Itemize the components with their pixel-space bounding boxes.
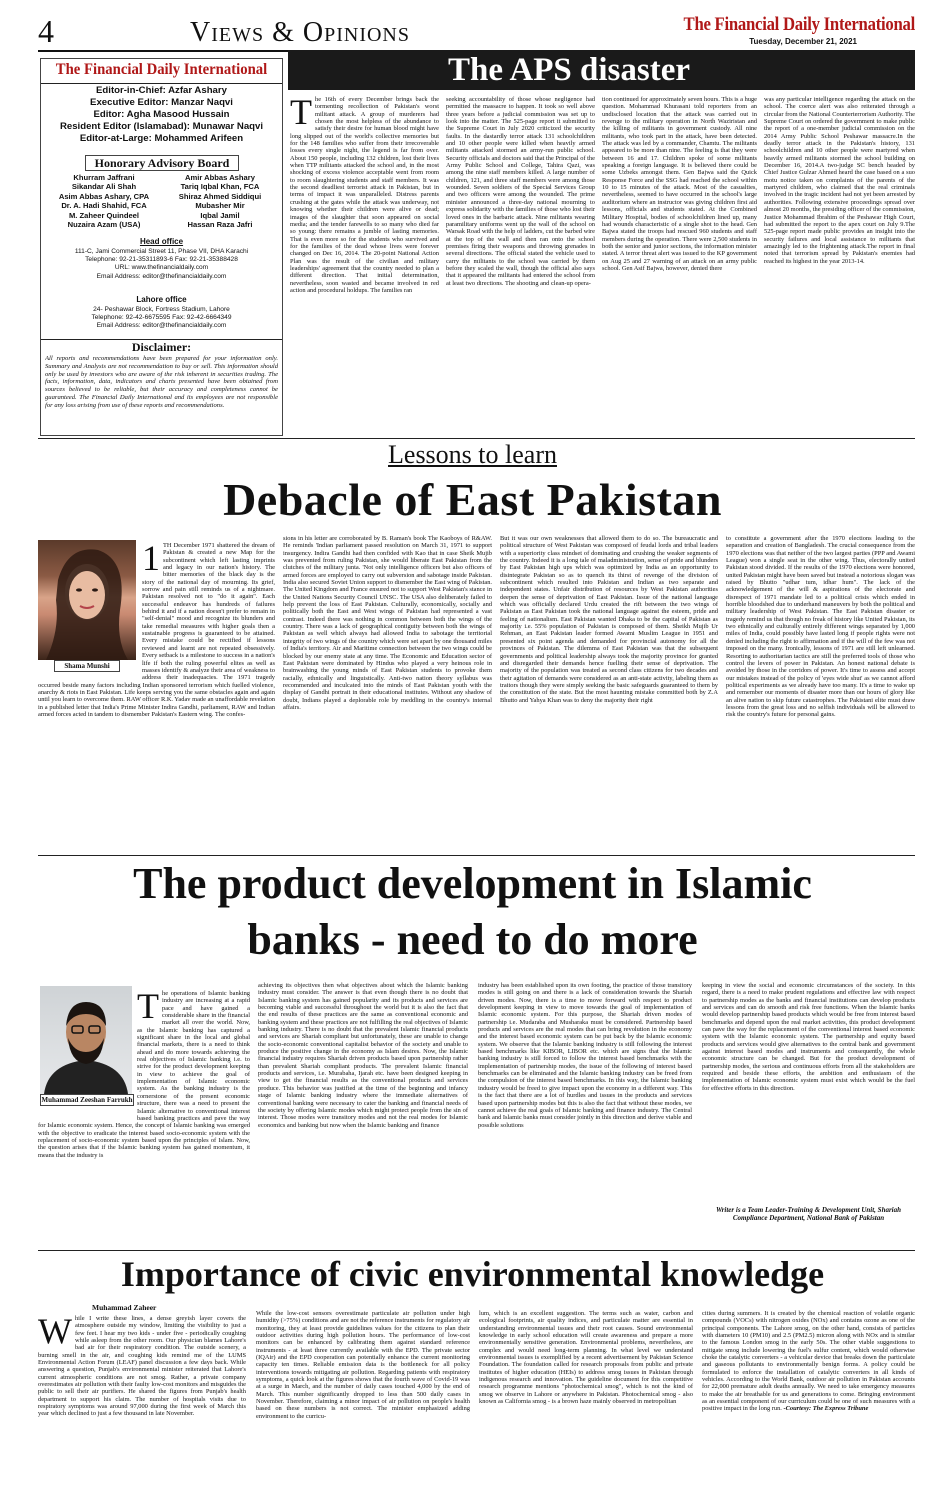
advisory-member: Mubasher Mir xyxy=(195,201,245,211)
editor-line: Resident Editor (Islamabad): Munawar Naqvi xyxy=(59,121,264,132)
masthead-paper-name: The Financial Daily International xyxy=(683,14,915,35)
islamic-banks-author: Muhammad Zeeshan Farrukh xyxy=(41,1096,133,1104)
editor-line: Editor: Agha Masood Hussain xyxy=(93,109,230,120)
aps-headline: The APS disaster xyxy=(288,50,915,90)
masthead-date: Tuesday, December 21, 2021 xyxy=(749,37,857,46)
advisory-member: Asim Abbas Ashary, CPA xyxy=(58,191,150,201)
east-pakistan-dropcap: 1 xyxy=(142,542,160,578)
lahore-office-address xyxy=(41,306,282,331)
advisory-member: Tariq Iqbal Khan, FCA xyxy=(180,182,260,192)
advisory-member: Hassan Raza Jafri xyxy=(187,220,253,230)
civic-column-1 xyxy=(38,1315,246,1510)
islamic-banks-column-2: achieving its objectives then what objectives about which the Islamic banking industry must consider. The answer is that even though there is no doubt that Islamic banking system has gained popularity and its products and services are becoming viable and successful throughout the world but it is also the fact that the end results of these practices are the same as conventional economic and banking system and these practices are not fulfilling the real objectives of Islamic banking industry. There is no doubt that the prevalent Islamic financial products and services are Shariah compliant but unfortunately, these are unable to change the socio-economic conventional capitalist behavior of the society and unable to produce the positive change in the economy as Islam desires. Now, the Islamic financial industry requires Shariah driven products based upon partnership rather than prevalent Shariah compliant products. The prevalent Islamic financial products and services, i.e. Murabaha, Ijarah etc. have been designed keeping in view to get the financial results as the conventional products and services produce. This behavior was justified at the time of the beginning and infancy stage of Islamic banking industry where the immediate alternatives of conventional banking were necessary to cater the banking and financial needs of the society by offering Islamic modes which might protect people from the sin of interest. Those modes were transitory modes and not the real modes for Islamic economics and banking but now when the Islamic banking and finance xyxy=(258,982,468,1129)
page-number: 4 xyxy=(38,13,54,49)
staff-paper-name: The Financial Daily International xyxy=(55,61,268,78)
address-line: Telephone: 92-42-6675595 Fax: 92-42-6664349 xyxy=(91,314,232,322)
editor-line: Editor-in-Chief: Azfar Ashary xyxy=(96,85,227,96)
address-line: URL: www.thefinancialdaily.com xyxy=(114,264,209,272)
east-pakistan-column-4: to constitute a government after the 1970 elections leading to the separation and creation of Bangladesh. The crucial consequence from the 1970 elections was that neither of the two largest parties (PPP and Awami League) won a single seat in the other wing. Thus, electorally united Pakistan stood divided. If the results of the 1970 elections were honored, united Pakistan might have been saved but instead a notorious slogan was raised by Bhutto "udhar tum, idhar hum". The lack of the acknowledgement of the will & aspirations of the electorate and disrespect of 1971 mandate led to a political crisis which ended in horrible bloodshed due to underhand maneuvers by both the political and military leadership of West Pakistan. The East Pakistan disaster or tragedy remind us that though no freak of history like United Pakistan, its two ethnically and culturally entirely different wings separated by 1,000 miles of India, could possibly have lasted long if people rights were not denied including the right to affirmation and if the will of the few was not imposed on the many. Ironically, lessons of 1971 are still left unlearned. Resorting to authoritarian tactics are still the preferred tools of those who control the levers of power in Pakistan. An honest national debate is avoided by those in the corridors of power. It's time to assess and accept our mistakes instead of the policy of 'eyes wide shut' as we cannot afford political experiments as we already have too many. It's a time to wake up and remember our moments of disaster more than our hours of glory like an alive nation to skip future catastrophes. The Pakistani elite must draw lessons from the great loss and no selfish individuals will be allowed to risk the country's future for personal gains. xyxy=(726,535,915,719)
islamic-banks-intro xyxy=(38,990,250,1244)
advisory-board-left xyxy=(45,173,163,229)
advisory-board-title: Honorary Advisory Board xyxy=(85,155,239,171)
aps-column-3: tion continued for approximately seven hours. This is a huge question. Mohammad Khurasani told reporters from an undisclosed location that the attack was carried out in revenge to the military operation in North Waziristan and the killing of militants in government custody. All nine militants, who took part in the attack, have been detected. The attack was led by a commander, Chamtu. The militants appeared to be more than nine. The feeling is that they were between 16 and 17. Children spoke of some militants speaking a foreign language. It is believed there could be some Uzbeks amongst them. Gen Bajwa said the Quick Response Force and the SSG had reached the school within 10 to 15 minutes of the attack. Most of the casualties, nevertheless, seemed to have occurred in the school's large auditorium where an instructor was giving children first aid lessons, officials and students stated. At the Combined Military Hospital, bodies of schoolchildren lined up, many had wounds characteristic of a single shot to the head. Gen Bajwa stated the troops had rescued 960 students and staff members during the operation. There were 2,500 students in both the senior and junior sections, the information minister stated. A terror threat alert was issued to the KP government on Aug 25 and 27 warning of an attack on an army public school. Gen Asif Bajwa, however, denied there xyxy=(602,96,757,272)
civic-dropcap: W xyxy=(38,1315,72,1351)
advisory-member: Iqbal Jamil xyxy=(200,210,240,220)
advisory-member: Dr. A. Hadi Shahid, FCA xyxy=(61,201,147,211)
east-pakistan-intro xyxy=(38,542,275,850)
civic-courtesy: -Courtesy: The Express Tribune xyxy=(783,1405,869,1413)
east-pakistan-headline: Debacle of East Pakistan xyxy=(223,474,722,525)
staff-box xyxy=(40,58,283,436)
head-office-title: Head office xyxy=(139,237,184,246)
civic-text-1: hile I write these lines, a dense greyish layer covers the atmosphere outside my window, limiting the visibility to just a few feet. I hear my two kids - under five - periodically coughing while asleep from the other room. Our physician blames Lahore's bad air for their respiratory condition. The outside scenery, a burning smell in the air, and coughing kids remind me of the LUMS Environmental Action Forum (LEAF) panel discussion a few days back. While answering a question, Punjab's environmental minister reiterated that Lahore's current atmospheric conditions are not smog. Rather, a private company overestimates air pollution with their faulty low-cost monitors and misguides the public to sell their air purifiers. He shared the figures from Punjab's health department to support his claim. The number of hospitals visits due to respiratory symptoms was around 97,000 during the first week of March this year which declined to just a few thousand in late November. xyxy=(38,1315,246,1418)
address-line: 111-C, Jami Commercial Street 11, Phase VII, DHA Karachi xyxy=(74,248,249,255)
address-line: Email Address: editor@thefinancialdaily.com xyxy=(96,272,227,280)
east-pakistan-intro-text: TH December 1971 shattered the dream of Pakistan & created a new Map for the subcontinent which left lasting imprints and legacy in our nation's history. The bitter memories of the black day is the story of the national day of mourning. Its grief, sorrow and pain still reminds us of a nightmare. Pakistan resolved not to "do it again". Each successful endeavor has hundreds of failures behind it and if a nation doesn't prefer to remain in "self-denial" mood and recognize its blunders and take remedial measures with higher goals then a sustainable progress is guaranteed to be attained. Every mistake could be rectified if lessons reviewed and learnt are not repeated obsessively. Every setback is a milestone to success in a nation's life if both the ruling powerful elites as well as masses identify & analyze their area of weakness to address their inadequacies. The 1971 tragedy occurred beside many factors including Indian sponsored terrorism which fuelled violence, anarchy & riots in East Pakistan. Life keeps serving you the same obstacles again and again until you learn to overcome them. RAW officer R.K. Yadav made an unaffordable revelation in a published letter that India's Prime Minister Indira Gandhi, parliament, RAW and Indian armed forces acted in tandem to dismember Pakistan's Eastern wing. The confes- xyxy=(38,542,275,718)
aps-column-2: seeking accountability of those whose negligence had permitted the massacre to happen. It took so well above three years before a judicial commission was set up to look into the matter. The 525-page report it submitted to the Supreme Court in July 2020 criticized the security faults. In the dastardly terror attack 131 schoolchildren and 10 other people were killed when heavily armed militants attacked stormed an army-run public school. Security officials and doctors said that the Principal of the Army Public School and College, Tahira Qazi, was among the nine staff members killed. A large number of children, 121, and three staff members were among those wounded. Seven soldiers of the Special Services Group and two officers were among the wounded. The prime minister announced a three-day national mourning to express solidarity with the families of those who lost their loved ones in the barbaric attack. Nine militants wearing paramilitary uniforms went up the wall of the school on Warsak Road with the help of ladders, cut the barbed wire at the top of the wall and then ran onto the school premises firing their weapons and throwing grenades in several directions. The official stated the vehicle used to carry the militants to the school was carried by them before they scaled the wall, though the official also says that it appeared the militants had entered the school from at least two directions. The shooting and clean-up opera- xyxy=(446,96,595,287)
civic-column-3: lum, which is an excellent suggestion. The terms such as water, carbon and ecological footprints, air quality indices, and particulate matter are essential in understanding environmental issues and their root causes. Sound environmental knowledge in early school education will create awareness and prepare a more environmentally sensitive generation. Environmental problems, nevertheless, are complex and would need long-term planning. In what level we understand environmental issues is exemplified by a recent advertisement by Pakistan Science Foundation. The foundation called for research proposals from public and private institutes of higher education (HEIs) to address smog issues in Pakistan through indigenous research and innovation. The guideline document for this competitive research programme mentions "photochemical smog", which is not the kind of smog we observe in Lahore or anywhere in Pakistan. Photochemical smog - also known as California smog - is a brown haze mainly observed in metropolitan xyxy=(479,1310,693,1406)
editors-list xyxy=(41,85,282,145)
lahore-office-title: Lahore office xyxy=(136,295,187,304)
islamic-banks-footnote: Writer is a Team Leader-Training & Development Unit, Shariah Compliance Department, National Bank of Pakistan xyxy=(715,1206,902,1223)
advisory-member: Sikandar Ali Shah xyxy=(71,182,137,192)
aps-dropcap: T xyxy=(290,96,312,132)
aps-column-1 xyxy=(290,96,439,434)
east-pakistan-author: Shama Munshi xyxy=(54,660,120,672)
address-line: Telephone: 92-21-35311893-6 Fax: 92-21-35388428 xyxy=(85,256,238,264)
east-pakistan-kicker: Lessons to learn xyxy=(388,440,557,469)
address-line: Email Address: editor@thefinancialdaily.com xyxy=(96,322,227,330)
islamic-banks-dropcap: T xyxy=(137,990,159,1026)
disclaimer-text: All reports and recommendations have been prepared for your information only. Summary and Analysis are not recommendation to buy or sell. This information should only be used by investors who are aware of the risk inherent in securities trading. The facts, information, data, indicators and charts presented have been obtained from sources believed to be reliable, but their accuracy and completeness cannot be guaranteed. The Financial Daily International and its employees are not responsible for any loss arising from use of these reports and recommendations. xyxy=(45,355,278,409)
disclaimer-title: Disclaimer: xyxy=(131,340,192,354)
civic-column-2: While the low-cost sensors overestimate particulate air pollution under high humidity (>75%) conditions and are not the reference instruments for regulatory air monitoring, they at least provide guidelines values for the citizens to plan their outdoor activities during high pollution hours. The performance of low-cost monitors can be enhanced by calibrating them against standard reference instruments - at least three currently available with the EPD. The private sector (IQAir) and the EPD cooperation can potentially enhance the current monitoring capacity ten times. Reliable emission data is the bottleneck for all policy interventions towards mitigating air pollution. Regarding patients with respiratory symptoms, a quick look at the figures shows that the fourth wave of Covid-19 was at a surge in March, and the number of daily cases touched 4,000 by the end of March. This number significantly dropped to less than 500 daily cases in November. Therefore, claiming a minor impact of air pollution on people's health based on these numbers is not correct. The minister emphasized adding environment to the curricu- xyxy=(256,1310,470,1420)
islamic-banks-headline-1: The product development in Islamic xyxy=(133,859,812,908)
editor-line: Editor-at-Large: Mohammed Arifeen xyxy=(79,133,244,144)
aps-text-1: he 16th of every December brings back the tormenting recollection of Pakistan's worst militant attack. A group of murderers had chosen the most helpless of the abundance to satisfy their desire for human blood might have long slipped out of the world's collective memories but for the 148 families who suffer from their irrecoverable losses every single night, the legend is far from over. About 150 people, including 132 children, lost their lives when TTP militants attacked the school and, in the most shocking of excess violence acceptable went from room to room slaughtering students and staff members. It was the second deadliest terrorist attack in Pakistan, but in terms of impact it was unparalleled. Distress parents crushing at the gates while the attack was underway, not knowing whether their children were alive or dead; images of the slaughter that soon appeared on social media; and the tender farewells to so many who died far so young: there remains a jumble of lasting memories. That is even more so for the students who survived and for the families of the dead whose lives were forever changed on Dec 16, 2014. The 20-point National Action Plan was the result of the civilian and military leaderships' agreement that the country needed to plan a different direction. That initial determination, nevertheless, soon wasted and became involved in red action and procedural holdups. The families ran xyxy=(290,96,439,294)
islamic-banks-headline-2: banks - need to do more xyxy=(247,915,698,964)
islamic-banks-intro-text: he operations of Islamic banking industry are increasing at a rapid pace and have gained a considerable share in the financial market all over the world. Now, as the Islamic banking has captured a significant share in the local and global financial markets, there is a need to think ahead and do more towards achieving the real objectives of Islamic banking i.e. to strive for the product development keeping in view to achieve the goal of implementation of Islamic economic system. As the banking industry is the cornerstone of the present economic structure, there was a need to present the Islamic alternative to conventional interest based banking practices and pave the way for Islamic economic system. Hence, the concept of Islamic banking was emerged with the objective to eradicate the interest based socio-economic system with the replacement of socio-economic system based upon the principles of Islam. Now, the question arises that if the Islamic banking system has gained momentum, it means that the industry is xyxy=(38,990,250,1159)
editor-line: Executive Editor: Manzar Naqvi xyxy=(90,97,233,108)
east-pakistan-column-3: But it was our own weaknesses that allowed them to do so. The bureaucratic and political structure of West Pakistan was composed of feudal lords and tribal leaders with a superiority class mindset of dominating and crushing the weaker segments of the country. Indeed it is a long tale of maladministration, sense of pride and blunders by East Pakistan high ups which was optimized by India as an opportunity to disintegrate Pakistan so as to quench its thirst of revenge of the division of subcontinent which resulted into Pakistan and Indian as two separate and independent states. Unfair distribution of resources by West Pakistan authorities deepen the sense of deprivation of East Pakistan. Issue of the national language which was officially declared Urdu created the rift between the two wings of Pakistan as East Pakistan took the national language against the esteem, pride and feeling of nationalism. East Pakistan wanted Dhaka to be the capital of Pakistan as majority i.e. 55% population of Pakistan is composed of them. Sheikh Mujib Ur Rehman, an East Pakistan leader formed Awami Muslim League in 1951 and presented six point agenda and demanded for provincial autonomy for all the provinces of Pakistan. The dilemma of East Pakistan was that the subsequent governments and political leadership always took the majority province for granted and disregarded their demands hence fuelling their sense of deprivation. The majority of the population was treated as second class citizens for two decades and their agitation of demands were considered as an anti-state activity, labeling them as traitors though they were simply seeking the basic safeguards guaranteed to them by the constitution of the state. But the most haunting mistake committed both by Z.A Bhutto and Yahya Khan was to deny the majority their right xyxy=(500,535,718,704)
advisory-member: Nuzaira Azam (USA) xyxy=(67,220,141,230)
east-pakistan-column-2: sions in his letter are corroborated by B. Raman's book The Kaoboys of R&AW. He reminds 'Indian parliament passed resolution on March 31, 1971 to support insurgency. Indira Gandhi had then confided with Kao that in case Sheik Mujib was prevented from ruling Pakistan, she would liberate East Pakistan from the clutches of the military junta. 'Not only intelligence officers but also officers of armed forces are employed to carry out subversion and sabotage inside Pakistan. India also secured Soviet Union support to dismember the East wing of Pakistan. The United Kingdom and France ensured not to support West Pakistan's stance in the United Nations Security Council UNSC. The USA also deliberately failed to help prevent the loss of East Pakistan. Culturally, economically, socially and politically both the East and West wings of Pakistan had represented a vast contrast. Indeed there was nothing in common between both the wings of the country. There was a lack of geographical contiguity between both the wings of Pakistan as well which always had allowed India to sabotage the territorial integrity of two wings of the country which were set apart by one thousand miles of India's territory. Air and Maritime connection between the two wings could be blocked by our enemy state at any time. The Economic and Education sector of East Pakistan were dominated by Hindus who played a very heinous role in brainwashing the young minds of East Pakistan students to provoke them racially, ethnically and linguistically. Anti-two nation theory syllabus was recommended and inculcated into the minds of East Pakistan youth with the display of Gandhi portrait in their educational institutes. Without any shadow of doubt, Indians played a deplorable role by meddling in the country's internal affairs. xyxy=(283,535,492,711)
address-line: 24- Peshawar Block, Fortress Stadium, Lahore xyxy=(93,306,230,313)
advisory-member: Amir Abbas Ashary xyxy=(185,173,255,182)
islamic-banks-column-3: industry has been established upon its own footing, the practice of those transitory modes is still going on and there is a lack of consideration towards the Shariah driven modes. Now, there is a time to move forward with respect to product development keeping in view to move towards the goal of implementation of Islamic economic system. For this purpose, the Shariah driven modes of partnership i.e. Mudaraba and Musharaka must be considered. Partnership based products and services are the real modes that can bring revolution in the economy and the interest based economic system can be put back by the Islamic economic system. We observe that the Islamic banking industry is still following the interest based benchmarks like KIBOR, LIBOR etc. which are signs that the Islamic banking industry is still forced to follow the interest based benchmarks with the implementation of partnership modes, the issue of the following of interest based benchmarks can be eliminated and the Islamic banking industry can be freed from the compulsion of the interest based benchmarks. In this way, the Islamic banking industry would be freed to give impact upon the economy in a different way. This is the fact that there are a lot of hurdles and issues in the products and services based upon partnership modes but this is also the fact that without these modes, we cannot achieve the real goals of Islamic banking and finance industry. The Central bank and Islamic banks must consider jointly in this direction and derive viable and possible solutions xyxy=(478,982,692,1129)
advisory-board-right xyxy=(161,173,279,229)
civic-author: Muhammad Zaheer xyxy=(92,1303,157,1312)
civic-column-4 xyxy=(702,1310,915,1510)
advisory-member: Khurram Jaffrani xyxy=(73,173,135,182)
aps-column-4: was any particular intelligence regarding the attack on the school. The coerce alert was also reiterated through a circular from the National Counterterrorism Authority. The Supreme Court on ordered the government to make public the report of a one-member judicial commission on the 2014 Army Public School Peshawar massacre.In the deadly terror attack in the Pakistan's history, 131 schoolchildren and 10 other people were martyred when heavily armed militants stormed the school building on December 16, 2014.A two-judge SC bench headed by Chief Justice Gulzar Ahmed heard the case based on a suo motu notice taken on complaints of the parents of the martyred children, who claimed that the real criminals involved in the tragic incident had not yet been arrested by authorities. Following extensive proceedings spread over almost 20 months, the presiding officer of the commission, Justice Mohammad Ibrahim of the Peshawar High Court, had submitted the report to the apex court on July 9.The 525-page report made public provides an insight into the security failures and local assistance to militants that amazingly led to the frightening attack.The report in final noted that terrorism spread by Pakistan's enemies had reached its highest in the year 2013-14. xyxy=(764,96,915,265)
section-title: Views & Opinions xyxy=(190,17,410,48)
advisory-member: M. Zaheer Quindeel xyxy=(68,210,140,220)
civic-headline: Importance of civic environmental knowledge xyxy=(120,1254,825,1294)
head-office-address xyxy=(41,248,282,281)
civic-text-4: cities during summers. It is created by the chemical reaction of volatile organic compounds (VOCs) with nitrogen oxides (NOx) and contains ozone as one of the principal components. The Lahore smog, on the other hand, consists of particles with diameters 10 (PM10) and 2.5 (PM2.5) micron along with NOx and is similar to the famous London smog in the early 50s. The other viable suggestions to mitigate smog include lowering the fuel's sulfur content, which would otherwise choke the catalytic converters - a vehicular device that breaks down the particulate and gaseous pollutants to environmentally benign forms. A policy could be formulated to enforce the installation of catalytic converters in all kinds of vehicles. According to the World Bank, outdoor air pollution in Pakistan accounts for 22,000 premature adult deaths annually. We need to take emergency measures to make the air breathable for us and generations to come. Bringing environment as an essential component of our curriculum could be one of such measures with a positive impact in the long run. xyxy=(702,1310,915,1413)
islamic-banks-column-4: keeping in view the social and economic circumstances of the society. In this regard, there is a need to make prudent regulations and effective law with respect to partnership modes as the banks and financial institutions can develop products and services and can do smooth and risk free functions. When the Islamic banks would develop partnership based products which would be free from interest based benchmarks and depend upon the real market activities, this product development can pave the way for the replacement of the conventional interest based economic system with the Islamic economic system. The partnership and equity based products and services would give alternatives to the central bank and government against interest based modes and instruments and consequently, the whole economic structure can be changed. But for the product development of partnership modes, the serious and continuous efforts from all the stakeholders are required and beside these efforts, the ambition and enthusiasm of the implementation of Islamic economic system must exist which would be the fuel for effective efforts in this direction. xyxy=(702,982,915,1092)
advisory-member: Shiraz Ahmed Siddiqui xyxy=(178,191,262,201)
